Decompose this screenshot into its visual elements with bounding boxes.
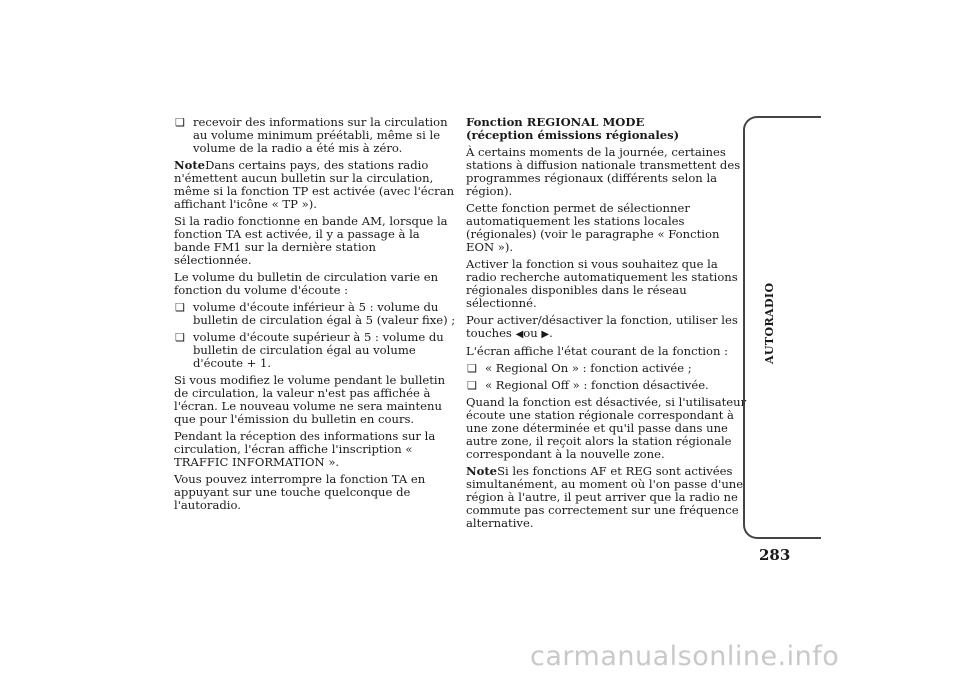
section-tab-label: AUTORADIO [763, 282, 776, 364]
right-column [466, 116, 748, 534]
list-item: ❑ « Regional On » : fonction activée ; [466, 362, 748, 375]
note-paragraph: NoteDans certains pays, des stations radio n'émettent aucun bulletin sur la circulation, même si la fonction TP est activée (avec l'écran affichant l'icône « TP »). [174, 158, 455, 211]
paragraph: Si vous modifiez le volume pendant le bulletin de circulation, la valeur n'est pas affichée à l'écran. Le nouveau volume ne sera maintenu que pour l'émission du bulletin en cours. [174, 373, 446, 426]
paragraph: L'écran affiche l'état courant de la fonction : [466, 344, 728, 358]
paragraph: Si la radio fonctionne en bande AM, lorsque la fonction TA est activée, il y a passage à la bande FM1 sur la dernière station sélectionnée. [174, 214, 448, 267]
section-tab-frame [743, 116, 821, 539]
paragraph: Quand la fonction est désactivée, si l'utilisateur écoute une station régionale correspondant à une zone déterminée et qu'il passe dans une autre zone, il reçoit alors la station régionale correspondant à la nouvelle zone. [466, 395, 747, 461]
right-arrow-icon: ▶ [541, 329, 550, 340]
paragraph: Cette fonction permet de sélectionner automatiquement les stations locales (régionales) (voir le paragraphe « Fonction EON »). [466, 201, 720, 254]
paragraph: À certains moments de la journée, certaines stations à diffusion nationale transmettent des programmes régionaux (différents selon la région). [466, 145, 741, 198]
left-column [174, 116, 456, 516]
paragraph: Pour activer/désactiver la fonction, utiliser les touches ◀ou ▶. [466, 313, 738, 340]
paragraph: Activer la fonction si vous souhaitez que la radio recherche automatiquement les stations régionales disponibles dans le réseau sélectionné. [466, 257, 738, 310]
section-subheading: (réception émissions régionales) [466, 128, 680, 142]
paragraph: Pendant la réception des informations sur la circulation, l'écran affiche l'inscription « TRAFFIC INFORMATION ». [174, 429, 436, 469]
list-item: ❑ « Regional Off » : fonction désactivée. [466, 379, 748, 392]
note-paragraph: NoteSi les fonctions AF et REG sont activées simultanément, au moment où l'on passe d'une région à l'autre, il peut arriver que la radio ne commute pas correctement sur une fréquence alternative. [466, 464, 744, 530]
watermark: carmanualsonline.info [530, 641, 840, 672]
list-item: ❑ recevoir des informations sur la circulation au volume minimum préétabli, même si le volume de la radio a été mis à zéro. [174, 116, 456, 155]
list-item: ❑ volume d'écoute inférieur à 5 : volume du bulletin de circulation égal à 5 (valeur fixe) ; [174, 301, 456, 327]
page-number: 283 [759, 546, 791, 564]
list-item: ❑ volume d'écoute supérieur à 5 : volume du bulletin de circulation égal au volume d'écoute + 1. [174, 331, 456, 370]
paragraph: Le volume du bulletin de circulation varie en fonction du volume d'écoute : [174, 270, 439, 297]
left-arrow-icon: ◀ [515, 329, 524, 340]
note-label: Note [174, 158, 206, 172]
note-label: Note [466, 464, 498, 478]
paragraph: Vous pouvez interrompre la fonction TA en appuyant sur une touche quelconque de l'autoradio. [174, 472, 426, 512]
section-heading: Fonction REGIONAL MODE [466, 115, 645, 129]
